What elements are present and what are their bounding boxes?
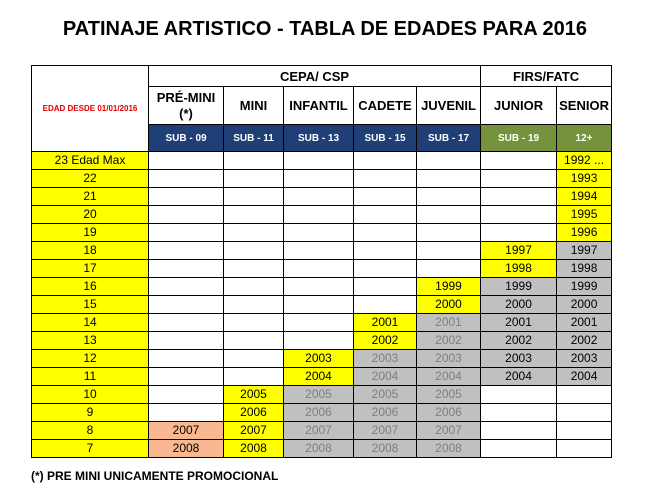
year-cell xyxy=(149,260,224,278)
year-cell: 2001 xyxy=(481,314,557,332)
year-cell xyxy=(149,242,224,260)
year-cell xyxy=(354,260,417,278)
category-header: PRÉ-MINI (*) xyxy=(149,87,224,125)
age-cell: 14 xyxy=(32,314,149,332)
year-cell: 2006 xyxy=(354,404,417,422)
age-cell: 15 xyxy=(32,296,149,314)
year-cell xyxy=(417,188,481,206)
age-cell: 8 xyxy=(32,422,149,440)
year-cell: 1999 xyxy=(557,278,612,296)
year-cell: 2003 xyxy=(481,350,557,368)
age-cell: 17 xyxy=(32,260,149,278)
year-cell: 1997 xyxy=(557,242,612,260)
table-row xyxy=(32,260,612,278)
year-cell xyxy=(224,350,284,368)
year-cell: 1995 xyxy=(557,206,612,224)
year-cell xyxy=(284,278,354,296)
year-cell xyxy=(149,368,224,386)
table-row xyxy=(32,350,612,368)
year-cell xyxy=(284,188,354,206)
year-cell: 2005 xyxy=(354,386,417,404)
year-cell xyxy=(224,278,284,296)
group-header-cepa: CEPA/ CSP xyxy=(149,66,481,87)
year-cell xyxy=(149,332,224,350)
table-row xyxy=(32,368,612,386)
year-cell: 1999 xyxy=(481,278,557,296)
year-cell xyxy=(224,332,284,350)
year-cell: 2004 xyxy=(417,368,481,386)
table-row xyxy=(32,422,612,440)
year-cell xyxy=(224,242,284,260)
year-cell xyxy=(149,206,224,224)
age-cell: 12 xyxy=(32,350,149,368)
year-cell: 2007 xyxy=(354,422,417,440)
year-cell xyxy=(557,440,612,458)
year-cell: 2000 xyxy=(557,296,612,314)
age-cell: 19 xyxy=(32,224,149,242)
year-cell xyxy=(149,296,224,314)
year-cell: 2004 xyxy=(557,368,612,386)
year-cell: 2004 xyxy=(481,368,557,386)
table-row xyxy=(32,152,612,170)
table-row xyxy=(32,314,612,332)
year-cell: 1996 xyxy=(557,224,612,242)
age-cell: 23 Edad Max xyxy=(32,152,149,170)
year-cell xyxy=(354,242,417,260)
table-row xyxy=(32,404,612,422)
year-cell: 2000 xyxy=(481,296,557,314)
table-row xyxy=(32,206,612,224)
year-cell: 1994 xyxy=(557,188,612,206)
year-cell xyxy=(284,224,354,242)
sub-header: 12+ xyxy=(557,125,612,152)
year-cell: 2005 xyxy=(284,386,354,404)
year-cell xyxy=(284,170,354,188)
year-cell xyxy=(149,386,224,404)
year-cell: 2007 xyxy=(224,422,284,440)
year-cell xyxy=(354,152,417,170)
year-cell xyxy=(284,296,354,314)
year-cell: 2008 xyxy=(354,440,417,458)
table-row xyxy=(32,188,612,206)
year-cell xyxy=(284,260,354,278)
year-cell xyxy=(224,260,284,278)
year-cell: 2004 xyxy=(354,368,417,386)
table-row xyxy=(32,440,612,458)
year-cell xyxy=(224,296,284,314)
sub-header: SUB - 13 xyxy=(284,125,354,152)
year-cell xyxy=(149,350,224,368)
year-cell xyxy=(354,296,417,314)
age-cell: 16 xyxy=(32,278,149,296)
year-cell xyxy=(354,170,417,188)
year-cell xyxy=(481,224,557,242)
year-cell xyxy=(481,404,557,422)
year-cell: 2006 xyxy=(224,404,284,422)
year-cell xyxy=(354,206,417,224)
year-cell xyxy=(557,386,612,404)
year-cell: 2007 xyxy=(149,422,224,440)
footnote: (*) PRE MINI UNICAMENTE PROMOCIONAL xyxy=(31,469,279,483)
year-cell xyxy=(481,422,557,440)
year-cell: 2001 xyxy=(557,314,612,332)
year-cell xyxy=(224,152,284,170)
year-cell xyxy=(557,422,612,440)
year-cell: 2005 xyxy=(417,386,481,404)
year-cell xyxy=(417,224,481,242)
table-row xyxy=(32,278,612,296)
year-cell xyxy=(284,206,354,224)
sub-header: SUB - 15 xyxy=(354,125,417,152)
table-row xyxy=(32,224,612,242)
year-cell xyxy=(481,440,557,458)
year-cell xyxy=(481,170,557,188)
category-header: MINI xyxy=(224,87,284,125)
year-cell xyxy=(224,206,284,224)
year-cell xyxy=(417,242,481,260)
year-cell xyxy=(149,278,224,296)
category-header: CADETE xyxy=(354,87,417,125)
year-cell xyxy=(284,242,354,260)
year-cell: 2002 xyxy=(481,332,557,350)
table-row xyxy=(32,332,612,350)
table-row xyxy=(32,386,612,404)
year-cell xyxy=(149,170,224,188)
year-cell xyxy=(481,188,557,206)
year-cell xyxy=(417,260,481,278)
category-header: JUVENIL xyxy=(417,87,481,125)
year-cell: 2003 xyxy=(417,350,481,368)
year-cell xyxy=(224,188,284,206)
age-cell: 21 xyxy=(32,188,149,206)
year-cell xyxy=(149,188,224,206)
year-cell: 2008 xyxy=(284,440,354,458)
age-cell: 7 xyxy=(32,440,149,458)
year-cell: 2008 xyxy=(224,440,284,458)
page-title: PATINAJE ARTISTICO - TABLA DE EDADES PARA 2016 xyxy=(62,18,588,40)
year-cell: 1993 xyxy=(557,170,612,188)
year-cell xyxy=(417,170,481,188)
year-cell: 2005 xyxy=(224,386,284,404)
year-cell: 2000 xyxy=(417,296,481,314)
year-cell: 2002 xyxy=(354,332,417,350)
age-cell: 9 xyxy=(32,404,149,422)
year-cell xyxy=(354,278,417,296)
year-cell: 2006 xyxy=(417,404,481,422)
category-header: INFANTIL xyxy=(284,87,354,125)
year-cell: 2001 xyxy=(417,314,481,332)
age-cell: 18 xyxy=(32,242,149,260)
age-cell: 11 xyxy=(32,368,149,386)
year-cell xyxy=(417,206,481,224)
table-row xyxy=(32,296,612,314)
year-cell xyxy=(284,314,354,332)
year-cell: 2006 xyxy=(284,404,354,422)
year-cell xyxy=(149,152,224,170)
year-cell: 1998 xyxy=(557,260,612,278)
year-cell xyxy=(224,224,284,242)
category-header: SENIOR xyxy=(557,87,612,125)
sub-header: SUB - 11 xyxy=(224,125,284,152)
year-cell xyxy=(149,314,224,332)
year-cell xyxy=(224,368,284,386)
year-cell xyxy=(284,332,354,350)
year-cell: 2007 xyxy=(417,422,481,440)
age-cell: 13 xyxy=(32,332,149,350)
year-cell: 2003 xyxy=(284,350,354,368)
year-cell: 2003 xyxy=(557,350,612,368)
age-table xyxy=(31,65,612,458)
corner-label: EDAD DESDE 01/01/2016 xyxy=(32,66,149,152)
year-cell: 2002 xyxy=(557,332,612,350)
year-cell: 1997 xyxy=(481,242,557,260)
age-cell: 20 xyxy=(32,206,149,224)
category-header: JUNIOR xyxy=(481,87,557,125)
sub-header: SUB - 09 xyxy=(149,125,224,152)
year-cell: 1992 ... xyxy=(557,152,612,170)
year-cell xyxy=(481,386,557,404)
age-cell: 10 xyxy=(32,386,149,404)
year-cell xyxy=(224,314,284,332)
year-cell xyxy=(354,224,417,242)
sub-header: SUB - 17 xyxy=(417,125,481,152)
year-cell: 1998 xyxy=(481,260,557,278)
year-cell xyxy=(481,206,557,224)
year-cell: 2008 xyxy=(149,440,224,458)
year-cell xyxy=(354,188,417,206)
year-cell xyxy=(149,224,224,242)
year-cell xyxy=(284,152,354,170)
year-cell: 1999 xyxy=(417,278,481,296)
year-cell: 2004 xyxy=(284,368,354,386)
age-cell: 22 xyxy=(32,170,149,188)
group-header-firs: FIRS/FATC xyxy=(481,66,612,87)
year-cell: 2001 xyxy=(354,314,417,332)
year-cell xyxy=(224,170,284,188)
year-cell: 2003 xyxy=(354,350,417,368)
table-row xyxy=(32,242,612,260)
year-cell xyxy=(481,152,557,170)
year-cell xyxy=(149,404,224,422)
year-cell: 2008 xyxy=(417,440,481,458)
year-cell xyxy=(417,152,481,170)
year-cell: 2007 xyxy=(284,422,354,440)
year-cell xyxy=(557,404,612,422)
table-row xyxy=(32,170,612,188)
year-cell: 2002 xyxy=(417,332,481,350)
sub-header: SUB - 19 xyxy=(481,125,557,152)
